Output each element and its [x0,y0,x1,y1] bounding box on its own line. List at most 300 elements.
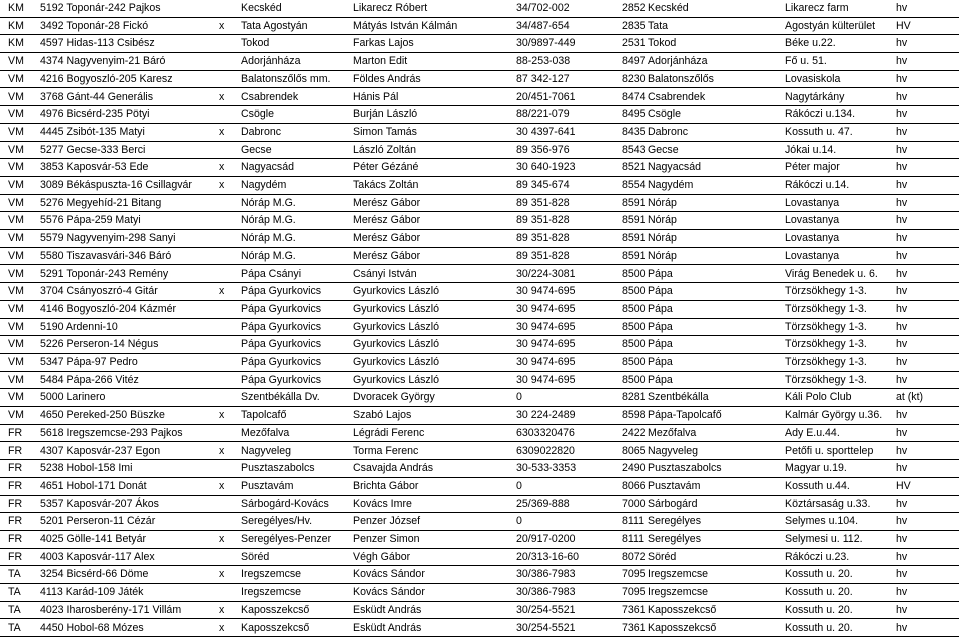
station-cell: Gecse [241,142,369,158]
group-code-cell: VM [8,283,58,299]
stallion-name-cell: 4976 Bicsérd-235 Pötyi [40,106,230,122]
note-cell: hv [896,443,958,459]
stallion-name-cell: 3254 Bicsérd-66 Döme [40,566,230,582]
address-cell: Lovastanya [785,230,900,246]
note-cell: hv [896,602,958,618]
station-cell: Balatonszőlős mm. [241,71,369,87]
stallion-name-cell: 3089 Békáspuszta-16 Csillagvár [40,177,230,193]
x-mark-cell [219,319,233,335]
owner-name-cell: Légrádi Ferenc [353,425,513,441]
table-row [0,283,959,301]
owner-name-cell: Mátyás István Kálmán [353,18,513,34]
owner-name-cell: Dvoracek György [353,389,513,405]
table-row [0,89,959,107]
phone-cell: 30 4397-641 [516,124,621,140]
owner-name-cell: Hánis Pál [353,89,513,105]
postcode-cell: 8500 [622,301,654,317]
table-row [0,354,959,372]
stallion-name-cell: 3853 Kaposvár-53 Ede [40,159,230,175]
city-cell: Pápa-Tapolcafő [648,407,788,423]
city-cell: Seregélyes [648,513,788,529]
address-cell: Lovastanya [785,195,900,211]
postcode-cell: 8591 [622,195,654,211]
x-mark-cell [219,71,233,87]
phone-cell: 30 9474-695 [516,319,621,335]
owner-name-cell: Gyurkovics László [353,319,513,335]
phone-cell: 89 356-976 [516,142,621,158]
group-code-cell: KM [8,0,58,16]
address-cell: Törzsökhegy 1-3. [785,354,900,370]
table-row [0,301,959,319]
x-mark-cell [219,513,233,529]
x-mark-cell [219,212,233,228]
city-cell: Nóráp [648,248,788,264]
station-cell: Csabrendek [241,89,369,105]
note-cell: hv [896,319,958,335]
station-cell: Iregszemcse [241,566,369,582]
address-cell: Magyar u.19. [785,460,900,476]
x-mark-cell: x [219,602,233,618]
station-cell: Mezőfalva [241,425,369,441]
x-mark-cell [219,301,233,317]
city-cell: Csögle [648,106,788,122]
stallion-name-cell: 4650 Pereked-250 Büszke [40,407,230,423]
address-cell: Petőfi u. sporttelep [785,443,900,459]
note-cell: hv [896,177,958,193]
stallion-name-cell: 5277 Gecse-333 Berci [40,142,230,158]
group-code-cell: FR [8,443,58,459]
phone-cell: 30-533-3353 [516,460,621,476]
group-code-cell: VM [8,336,58,352]
address-cell: Káli Polo Club [785,389,900,405]
x-mark-cell [219,230,233,246]
table-row [0,531,959,549]
x-mark-cell [219,195,233,211]
group-code-cell: VM [8,407,58,423]
postcode-cell: 7361 [622,620,654,636]
postcode-cell: 7361 [622,602,654,618]
phone-cell: 25/369-888 [516,496,621,512]
x-mark-cell [219,35,233,51]
address-cell: Kalmár György u.36. [785,407,900,423]
table-row [0,106,959,124]
station-cell: Nóráp M.G. [241,212,369,228]
city-cell: Sárbogárd [648,496,788,512]
postcode-cell: 8500 [622,372,654,388]
table-row [0,443,959,461]
stallion-name-cell: 3492 Toponár-28 Fickó [40,18,230,34]
stallion-name-cell: 5190 Ardenni-10 [40,319,230,335]
city-cell: Szentbékálla [648,389,788,405]
group-code-cell: TA [8,602,58,618]
postcode-cell: 8495 [622,106,654,122]
address-cell: Péter major [785,159,900,175]
table-row [0,389,959,407]
x-mark-cell [219,53,233,69]
x-mark-cell: x [219,177,233,193]
station-cell: Pápa Gyurkovics [241,336,369,352]
owner-name-cell: Gyurkovics László [353,301,513,317]
note-cell: hv [896,230,958,246]
city-cell: Pusztavám [648,478,788,494]
address-cell: Lovasiskola [785,71,900,87]
stallion-name-cell: 4025 Gölle-141 Betyár [40,531,230,547]
station-cell: Szentbékálla Dv. [241,389,369,405]
owner-name-cell: Merész Gábor [353,230,513,246]
stallion-name-cell: 3768 Gánt-44 Generális [40,89,230,105]
postcode-cell: 8435 [622,124,654,140]
table-row [0,124,959,142]
city-cell: Kecskéd [648,0,788,16]
owner-name-cell: Földes András [353,71,513,87]
owner-name-cell: Kovács Imre [353,496,513,512]
phone-cell: 89 351-828 [516,195,621,211]
address-cell: Likarecz farm [785,0,900,16]
note-cell: HV [896,18,958,34]
x-mark-cell: x [219,566,233,582]
table-row [0,549,959,567]
phone-cell: 20/451-7061 [516,89,621,105]
owner-name-cell: Szabó Lajos [353,407,513,423]
city-cell: Dabronc [648,124,788,140]
table-row [0,513,959,531]
city-cell: Gecse [648,142,788,158]
stallion-name-cell: 5276 Megyehíd-21 Bitang [40,195,230,211]
city-cell: Nóráp [648,230,788,246]
group-code-cell: FR [8,531,58,547]
stallion-name-cell: 5201 Perseron-11 Cézár [40,513,230,529]
owner-name-cell: Burján László [353,106,513,122]
group-code-cell: FR [8,478,58,494]
city-cell: Kaposszekcső [648,602,788,618]
address-cell: Lovastanya [785,212,900,228]
group-code-cell: VM [8,124,58,140]
phone-cell: 34/702-002 [516,0,621,16]
address-cell: Törzsökhegy 1-3. [785,301,900,317]
phone-cell: 20/917-0200 [516,531,621,547]
city-cell: Nóráp [648,195,788,211]
group-code-cell: VM [8,389,58,405]
postcode-cell: 2835 [622,18,654,34]
owner-name-cell: Torma Ferenc [353,443,513,459]
owner-name-cell: Gyurkovics László [353,283,513,299]
owner-name-cell: Merész Gábor [353,248,513,264]
table-row [0,18,959,36]
group-code-cell: VM [8,71,58,87]
stallion-name-cell: 4216 Bogyoszló-205 Karesz [40,71,230,87]
phone-cell: 89 351-828 [516,230,621,246]
table-row [0,319,959,337]
station-cell: Pápa Gyurkovics [241,372,369,388]
group-code-cell: VM [8,319,58,335]
address-cell: Selymes u.104. [785,513,900,529]
address-cell: Kossuth u. 20. [785,602,900,618]
postcode-cell: 8598 [622,407,654,423]
table-row [0,159,959,177]
postcode-cell: 8591 [622,230,654,246]
x-mark-cell: x [219,159,233,175]
postcode-cell: 8500 [622,283,654,299]
address-cell: Kossuth u. 47. [785,124,900,140]
address-cell: Rákóczi u.134. [785,106,900,122]
table-row [0,336,959,354]
group-code-cell: VM [8,177,58,193]
postcode-cell: 8591 [622,248,654,264]
note-cell: hv [896,354,958,370]
city-cell: Nagydém [648,177,788,193]
phone-cell: 30/254-5521 [516,602,621,618]
postcode-cell: 8111 [622,513,654,529]
address-cell: Kossuth u.44. [785,478,900,494]
note-cell: hv [896,53,958,69]
city-cell: Pápa [648,301,788,317]
stallion-name-cell: 4003 Kaposvár-117 Alex [40,549,230,565]
note-cell: hv [896,212,958,228]
note-cell: hv [896,372,958,388]
x-mark-cell [219,336,233,352]
station-cell: Pápa Csányi [241,266,369,282]
station-cell: Pápa Gyurkovics [241,301,369,317]
x-mark-cell [219,372,233,388]
city-cell: Pusztaszabolcs [648,460,788,476]
postcode-cell: 8111 [622,531,654,547]
phone-cell: 0 [516,389,621,405]
group-code-cell: VM [8,301,58,317]
station-cell: Kaposszekcső [241,620,369,636]
phone-cell: 88/221-079 [516,106,621,122]
x-mark-cell: x [219,407,233,423]
station-cell: Nagyacsád [241,159,369,175]
stallion-name-cell: 4307 Kaposvár-237 Egon [40,443,230,459]
note-cell: hv [896,584,958,600]
postcode-cell: 8543 [622,142,654,158]
postcode-cell: 8474 [622,89,654,105]
table-row [0,177,959,195]
table-row [0,584,959,602]
x-mark-cell [219,496,233,512]
station-cell: Pápa Gyurkovics [241,283,369,299]
postcode-cell: 2531 [622,35,654,51]
address-cell: Fő u. 51. [785,53,900,69]
note-cell: hv [896,124,958,140]
owner-name-cell: Penzer Simon [353,531,513,547]
postcode-cell: 8554 [622,177,654,193]
postcode-cell: 8281 [622,389,654,405]
city-cell: Söréd [648,549,788,565]
x-mark-cell: x [219,18,233,34]
city-cell: Tokod [648,35,788,51]
x-mark-cell [219,425,233,441]
postcode-cell: 7095 [622,566,654,582]
postcode-cell: 8500 [622,336,654,352]
city-cell: Pápa [648,266,788,282]
group-code-cell: FR [8,496,58,512]
city-cell: Csabrendek [648,89,788,105]
station-cell: Tapolcafő [241,407,369,423]
stallion-name-cell: 5576 Pápa-259 Matyi [40,212,230,228]
station-cell: Dabronc [241,124,369,140]
station-cell: Tokod [241,35,369,51]
group-code-cell: VM [8,230,58,246]
group-code-cell: VM [8,372,58,388]
postcode-cell: 7095 [622,584,654,600]
address-cell: Lovastanya [785,248,900,264]
phone-cell: 30 9474-695 [516,354,621,370]
owner-name-cell: Penzer József [353,513,513,529]
note-cell: hv [896,336,958,352]
table-row [0,566,959,584]
x-mark-cell: x [219,620,233,636]
postcode-cell: 2490 [622,460,654,476]
table-row [0,142,959,160]
note-cell: hv [896,266,958,282]
stallion-name-cell: 4597 Hidas-113 Csibész [40,35,230,51]
x-mark-cell [219,142,233,158]
address-cell: Ady E.u.44. [785,425,900,441]
note-cell: hv [896,407,958,423]
group-code-cell: VM [8,248,58,264]
phone-cell: 0 [516,478,621,494]
note-cell: hv [896,496,958,512]
address-cell: Kossuth u. 20. [785,620,900,636]
address-cell: Kossuth u. 20. [785,566,900,582]
table-row [0,372,959,390]
x-mark-cell: x [219,124,233,140]
table-row [0,496,959,514]
group-code-cell: VM [8,266,58,282]
stallion-name-cell: 5226 Perseron-14 Négus [40,336,230,352]
station-cell: Pápa Gyurkovics [241,354,369,370]
stallion-name-cell: 5580 Tiszavasvári-346 Báró [40,248,230,264]
phone-cell: 34/487-654 [516,18,621,34]
phone-cell: 87 342-127 [516,71,621,87]
note-cell: hv [896,425,958,441]
city-cell: Iregszemcse [648,566,788,582]
owner-name-cell: Merész Gábor [353,195,513,211]
note-cell: hv [896,549,958,565]
phone-cell: 89 345-674 [516,177,621,193]
address-cell: Jókai u.14. [785,142,900,158]
table-row [0,407,959,425]
station-cell: Söréd [241,549,369,565]
stallion-name-cell: 5238 Hobol-158 Imi [40,460,230,476]
group-code-cell: VM [8,53,58,69]
table-row [0,230,959,248]
station-cell: Nóráp M.G. [241,230,369,246]
x-mark-cell [219,354,233,370]
stallion-name-cell: 5291 Toponár-243 Remény [40,266,230,282]
phone-cell: 20/313-16-60 [516,549,621,565]
note-cell: hv [896,0,958,16]
x-mark-cell [219,0,233,16]
table-row [0,71,959,89]
city-cell: Iregszemcse [648,584,788,600]
address-cell: Virág Benedek u. 6. [785,266,900,282]
owner-name-cell: Marton Edit [353,53,513,69]
phone-cell: 30 9474-695 [516,283,621,299]
phone-cell: 30 224-2489 [516,407,621,423]
city-cell: Pápa [648,372,788,388]
stallion-name-cell: 4651 Hobol-171 Donát [40,478,230,494]
owner-name-cell: Gyurkovics László [353,336,513,352]
city-cell: Balatonszőlős [648,71,788,87]
postcode-cell: 2852 [622,0,654,16]
address-cell: Törzsökhegy 1-3. [785,336,900,352]
note-cell: hv [896,460,958,476]
stallion-name-cell: 4445 Zsibót-135 Matyi [40,124,230,140]
phone-cell: 30 640-1923 [516,159,621,175]
station-cell: Pusztavám [241,478,369,494]
owner-name-cell: Brichta Gábor [353,478,513,494]
city-cell: Pápa [648,354,788,370]
owner-name-cell: Merész Gábor [353,212,513,228]
address-cell: Agostyán külterület [785,18,900,34]
table-row [0,0,959,18]
note-cell: hv [896,566,958,582]
table-row [0,460,959,478]
owner-name-cell: Csányi István [353,266,513,282]
x-mark-cell [219,460,233,476]
x-mark-cell [219,248,233,264]
owner-name-cell: Likarecz Róbert [353,0,513,16]
stallion-name-cell: 4113 Karád-109 Játék [40,584,230,600]
table-row [0,195,959,213]
phone-cell: 30/9897-449 [516,35,621,51]
owner-name-cell: Gyurkovics László [353,372,513,388]
group-code-cell: FR [8,549,58,565]
station-cell: Tata Agostyán [241,18,369,34]
x-mark-cell [219,584,233,600]
postcode-cell: 8072 [622,549,654,565]
postcode-cell: 8500 [622,266,654,282]
station-cell: Kaposszekcső [241,602,369,618]
x-mark-cell [219,106,233,122]
station-cell: Csögle [241,106,369,122]
stallion-name-cell: 5484 Pápa-266 Vitéz [40,372,230,388]
station-cell: Kecskéd [241,0,369,16]
note-cell: hv [896,159,958,175]
stallion-name-cell: 5579 Nagyvenyim-298 Sanyi [40,230,230,246]
group-code-cell: KM [8,18,58,34]
note-cell: hv [896,248,958,264]
owner-name-cell: László Zoltán [353,142,513,158]
station-cell: Seregélyes/Hv. [241,513,369,529]
station-cell: Iregszemcse [241,584,369,600]
stallion-name-cell: 5000 Larinero [40,389,230,405]
owner-name-cell: Takács Zoltán [353,177,513,193]
note-cell: hv [896,71,958,87]
table-row [0,248,959,266]
x-mark-cell: x [219,283,233,299]
x-mark-cell: x [219,443,233,459]
x-mark-cell [219,389,233,405]
station-cell: Pusztaszabolcs [241,460,369,476]
address-cell: Kossuth u. 20. [785,584,900,600]
station-cell: Sárbogárd-Kovács [241,496,369,512]
station-cell: Pápa Gyurkovics [241,319,369,335]
city-cell: Seregélyes [648,531,788,547]
table-row [0,425,959,443]
note-cell: HV [896,478,958,494]
group-code-cell: KM [8,35,58,51]
owner-name-cell: Kovács Sándor [353,584,513,600]
station-cell: Nagyveleg [241,443,369,459]
station-cell: Nóráp M.G. [241,248,369,264]
group-code-cell: TA [8,620,58,636]
note-cell: hv [896,531,958,547]
owner-name-cell: Farkas Lajos [353,35,513,51]
group-code-cell: VM [8,354,58,370]
